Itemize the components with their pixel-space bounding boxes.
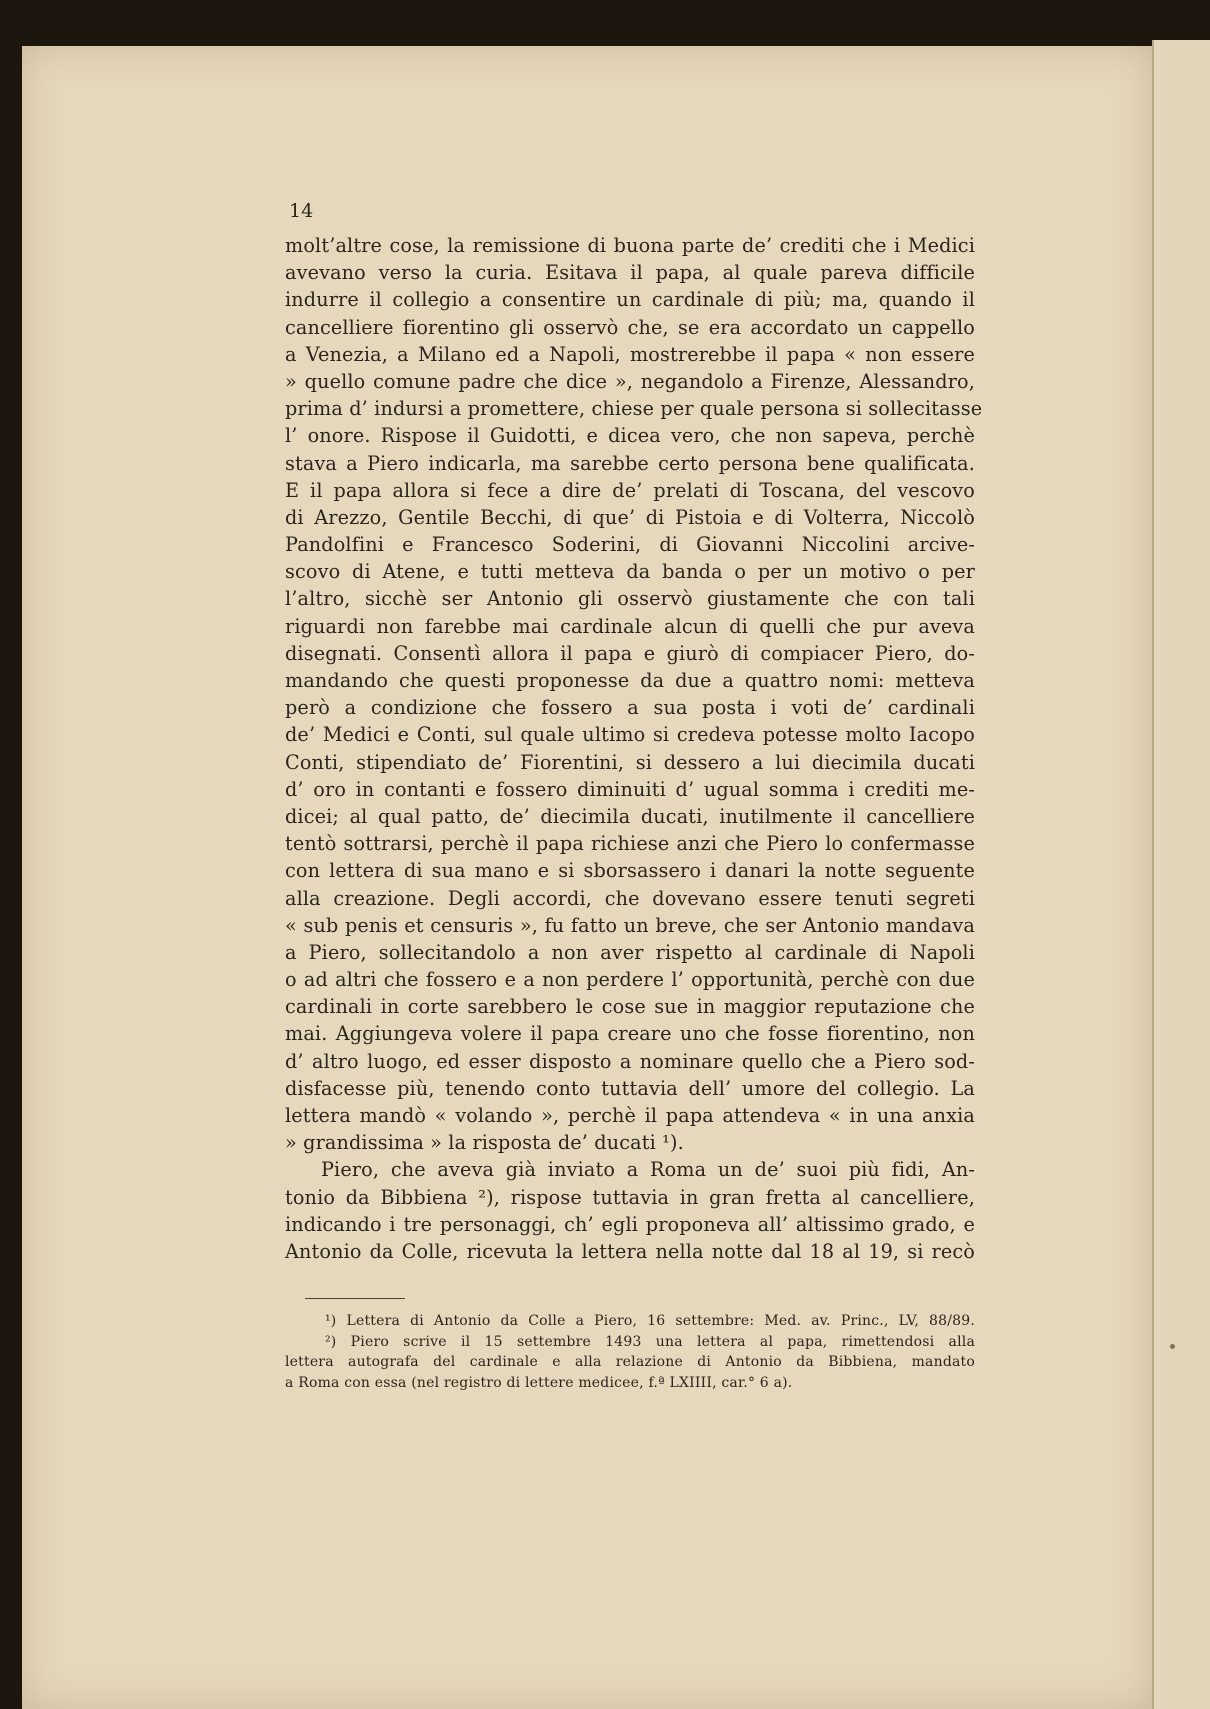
body-line: prima d’ indursi a promettere, chiese per quale persona si sollecitasse [285, 397, 983, 421]
body-line: d’ altro luogo, ed esser disposto a nominare quello che a Piero sod- [285, 1049, 975, 1073]
body-line: a Piero, sollecitandolo a non aver rispetto al cardinale di Napoli [285, 940, 975, 964]
body-line: dicei; al qual patto, de’ diecimila ducati, inutilmente il cancelliere [285, 804, 975, 828]
body-line: alla creazione. Degli accordi, che dovevano essere tenuti segreti [285, 886, 975, 910]
body-line: indurre il collegio a consentire un cardinale di più; ma, quando il [285, 288, 975, 312]
body-line: Conti, stipendiato de’ Fiorentini, si dessero a lui diecimila ducati [285, 750, 975, 774]
page-number: 14 [289, 200, 314, 222]
body-line: mai. Aggiungeva volere il papa creare uno che fosse fiorentino, non [285, 1022, 975, 1046]
footnote-line: ¹) Lettera di Antonio da Colle a Piero, 16 settembre: Med. av. Princ., LV, 88/89. [325, 1313, 975, 1330]
body-line: Pandolfini e Francesco Soderini, di Giovanni Niccolini arcive- [285, 533, 975, 557]
body-line: » quello comune padre che dice », negandolo a Firenze, Alessandro, [285, 369, 975, 393]
body-line: lettera mandò « volando », perchè il papa attendeva « in una anxia [285, 1104, 975, 1127]
body-line: cardinali in corte sarebbero le cose sue in maggior reputazione che [285, 995, 975, 1019]
body-line: l’altro, sicchè ser Antonio gli osservò giustamente che con tali [285, 587, 975, 611]
body-line: molt’altre cose, la remissione di buona parte de’ crediti che i Medici [285, 234, 975, 257]
body-text [285, 232, 983, 1265]
body-line: disegnati. Consentì allora il papa e giurò di compiacer Piero, do- [285, 641, 975, 665]
body-line: de’ Medici e Conti, sul quale ultimo si credeva potesse molto Iacopo [285, 723, 975, 747]
body-line: o ad altri che fossero e a non perdere l’ opportunità, perchè con due [285, 968, 975, 992]
body-line: Piero, che aveva già inviato a Roma un de’ suoi più fidi, An- [321, 1158, 975, 1182]
body-line: mandando che questi proponesse da due a quattro nomi: metteva [285, 669, 975, 692]
footnote-line: lettera autografa del cardinale e alla relazione di Antonio da Bibbiena, mandato [285, 1354, 975, 1371]
paper-blemish [1170, 1344, 1175, 1349]
body-line: tentò sottrarsi, perchè il papa richiese anzi che Piero lo confermasse [285, 832, 975, 856]
body-line: d’ oro in contanti e fossero diminuiti d’ ugual somma i crediti me- [285, 777, 975, 801]
body-line: con lettera di sua mano e si sborsassero i danari la notte seguente [285, 859, 975, 883]
body-line: Antonio da Colle, ricevuta la lettera nella notte dal 18 al 19, si recò [285, 1239, 975, 1263]
body-line: tonio da Bibbiena ²), rispose tuttavia in gran fretta al cancelliere, [285, 1185, 975, 1209]
footnotes [285, 1311, 975, 1393]
body-line: E il papa allora si fece a dire de’ prelati di Toscana, del vescovo [285, 478, 975, 502]
body-line: avevano verso la curia. Esitava il papa, al quale pareva difficile [285, 261, 975, 285]
body-line: indicando i tre personaggi, ch’ egli proponeva all’ altissimo grado, e [285, 1212, 975, 1236]
body-line: scovo di Atene, e tutti metteva da banda o per un motivo o per [285, 560, 975, 584]
body-line: stava a Piero indicarla, ma sarebbe certo persona bene qualificata. [285, 451, 975, 475]
text-block [285, 200, 983, 1393]
body-line: » grandissima » la risposta de’ ducati ¹). [285, 1131, 684, 1155]
facing-page-edge [1152, 40, 1210, 1709]
body-line: di Arezzo, Gentile Becchi, di que’ di Pistoia e di Volterra, Niccolò [285, 505, 975, 529]
footnote-line: a Roma con essa (nel registro di lettere medicee, f.ª LXIIII, car.° 6 a). [285, 1374, 793, 1391]
body-line: l’ onore. Rispose il Guidotti, e dicea vero, che non sapeva, perchè [285, 424, 975, 448]
body-line: riguardi non farebbe mai cardinale alcun di quelli che pur aveva [285, 614, 975, 638]
body-line: a Venezia, a Milano ed a Napoli, mostrerebbe il papa « non essere [285, 342, 975, 366]
body-line: però a condizione che fossero a sua posta i voti de’ cardinali [285, 696, 975, 720]
body-line: disfacesse più, tenendo conto tuttavia dell’ umore del collegio. La [285, 1076, 975, 1100]
footnote-divider [305, 1298, 405, 1299]
footnote-line: ²) Piero scrive il 15 settembre 1493 una lettera al papa, rimettendosi alla [325, 1333, 975, 1350]
body-line: cancelliere fiorentino gli osservò che, se era accordato un cappello [285, 315, 975, 339]
body-line: « sub penis et censuris », fu fatto un breve, che ser Antonio mandava [285, 913, 975, 937]
